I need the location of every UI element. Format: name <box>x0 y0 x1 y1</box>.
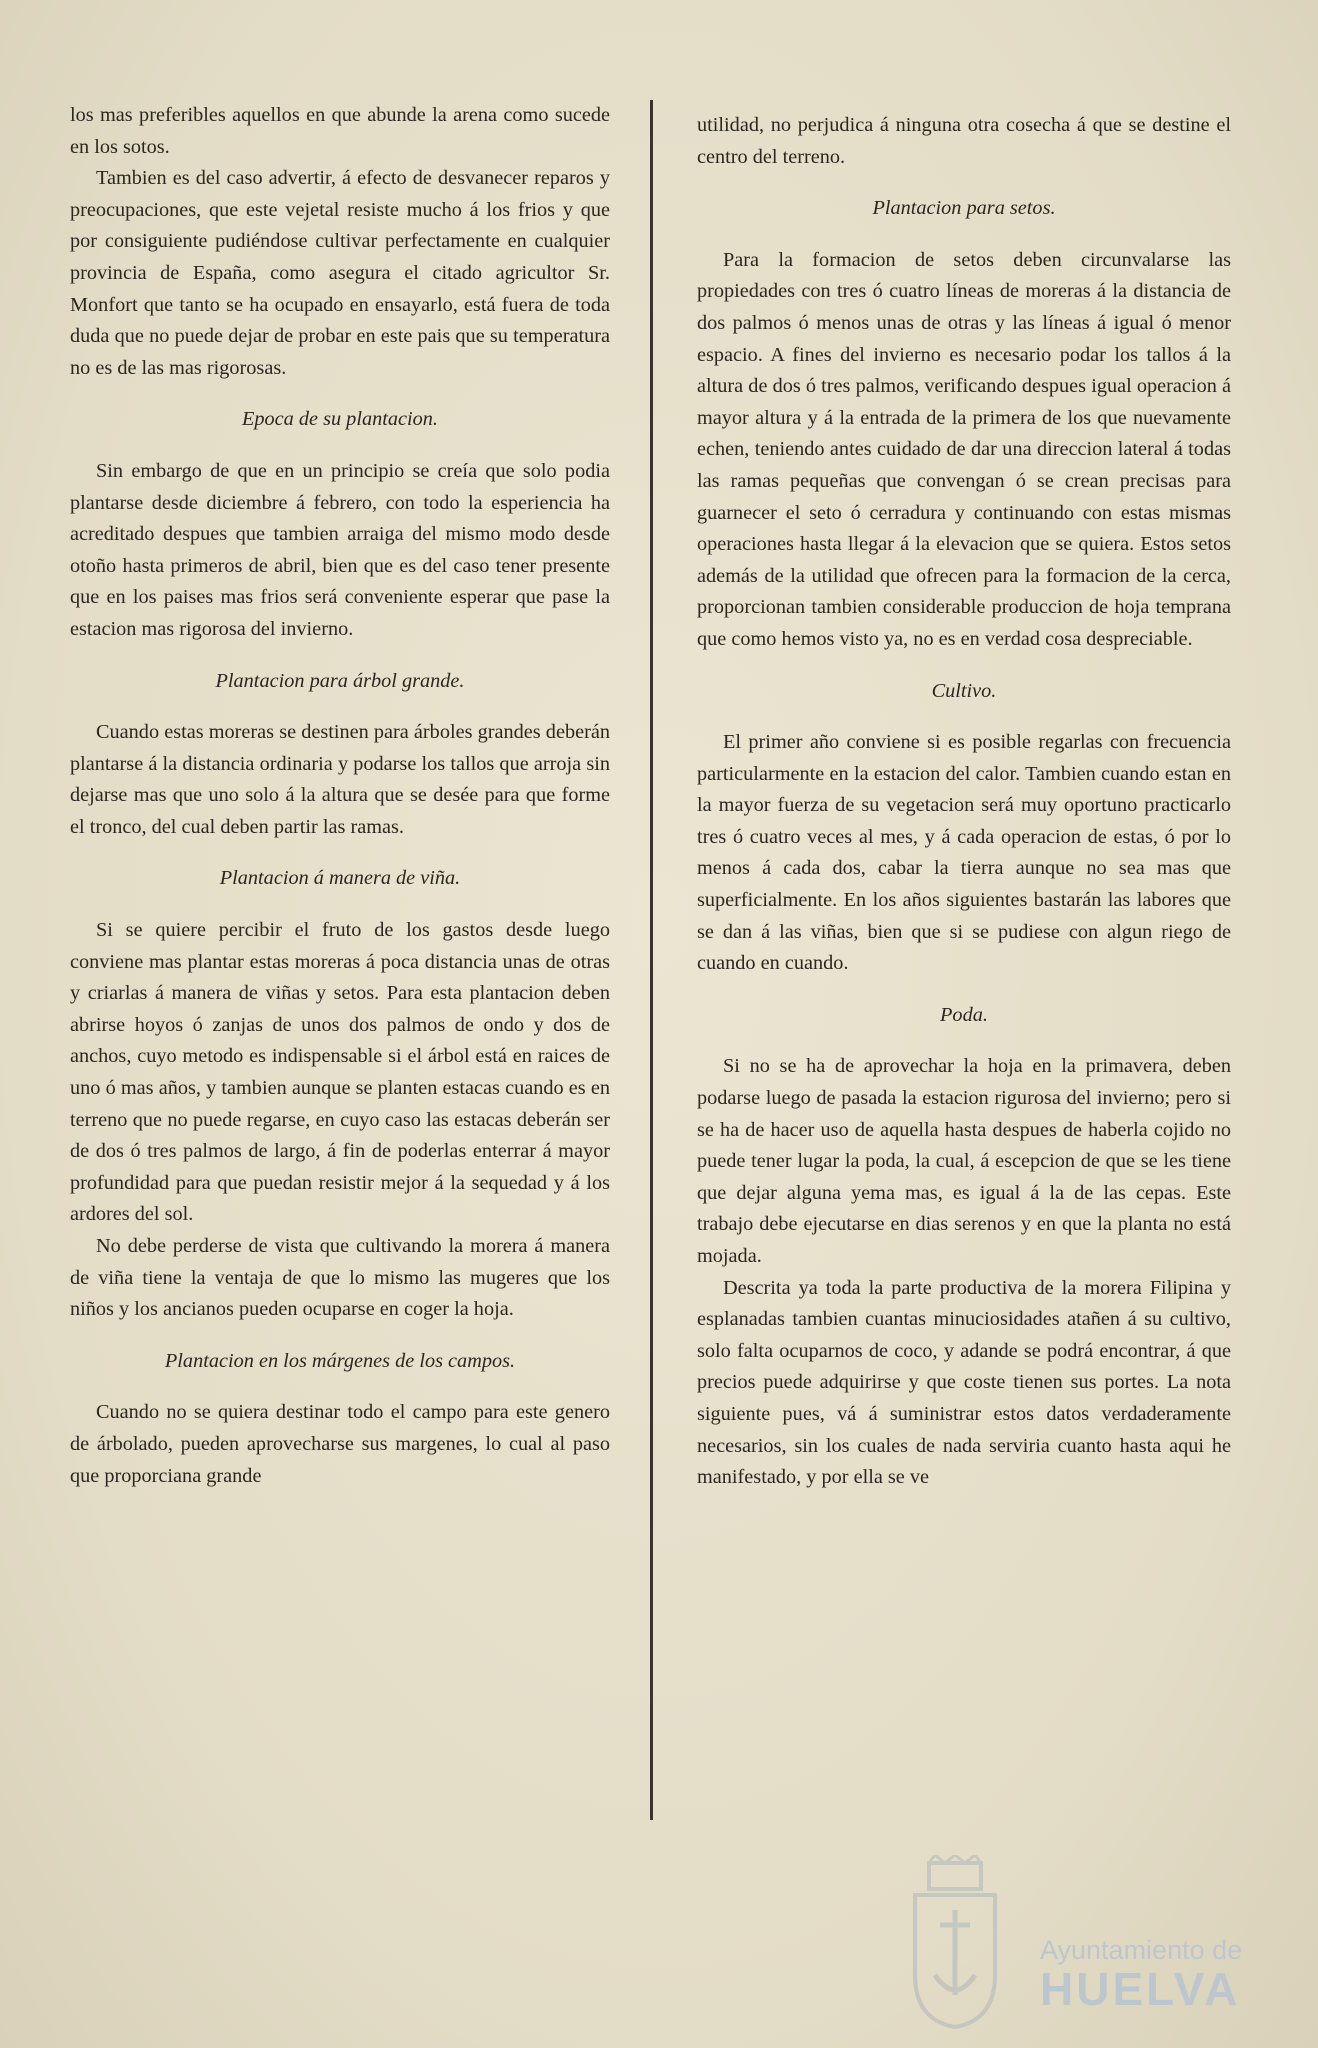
paragraph: Si se quiere percibir el fruto de los gastos desde luego conviene mas plantar estas moreras á poca distancia unas de otras y criarlas á manera de viñas y setos. Para esta plantacion deben abrirse hoyos ó zanjas de unos dos palmos de ondo y dos de anchos, cuyo metodo es indispensable si el árbol está en raices de uno ó mas años, y tambien aunque se planten estacas cuando es en terreno que no puede regarse, en cuyo caso las estacas deberán ser de dos ó tres palmos de largo, á fin de poderlas enterrar á mayor profundidad para que puedan resistir mejor á la sequedad y á los ardores del sol. <box>70 919 610 1226</box>
left-column <box>70 100 610 1492</box>
coat-of-arms-icon <box>905 1855 1005 2030</box>
column-divider <box>650 100 653 1820</box>
watermark-line2: HUELVA <box>1040 1963 1241 2015</box>
paragraph: Cuando no se quiera destinar todo el campo para este genero de árbolado, pueden aprovecharse sus margenes, lo cual al paso que proporciana grande <box>70 1401 610 1487</box>
section-heading-setos: Plantacion para setos. <box>872 197 1056 220</box>
section-heading-margenes: Plantacion en los márgenes de los campos. <box>164 1349 516 1372</box>
paragraph: Tambien es del caso advertir, á efecto de desvanecer reparos y preocupaciones, que este vejetal resiste mucho á los frios y que por consiguiente pudiéndose cultivar perfectamente en cualquier provincia de España, como asegura el citado agricultor Sr. Monfort que tanto se ha ocupado en ensayarlo, está fuera de toda duda que no puede dejar de probar en este pais que su temperatura no es de las mas rigorosas. <box>70 167 610 379</box>
paragraph: Si no se ha de aprovechar la hoja en la primavera, deben podarse luego de pasada la estacion rigurosa del invierno; pero si se ha de hacer uso de aquella hasta despues de haberla cojido no puede tener lugar la poda, la cual, á escepcion de que se les tiene que dejar alguna yema mas, es igual á la de las cepas. Este trabajo debe ejecutarse en dias serenos y en que la planta no está mojada. <box>697 1055 1231 1267</box>
section-heading-cultivo: Cultivo. <box>931 679 997 702</box>
paragraph: Sin embargo de que en un principio se creía que solo podia plantarse desde diciembre á febrero, con todo la esperiencia ha acreditado despues que tambien arraiga del mismo modo desde otoño hasta primeros de abril, bien que es del caso tener presente que en los paises mas frios será conveniente esperar que pase la estacion mas rigorosa del invierno. <box>70 459 610 640</box>
section-heading-vina: Plantacion á manera de viña. <box>219 867 461 890</box>
section-heading-epoca: Epoca de su plantacion. <box>241 408 439 431</box>
right-column <box>697 110 1231 1494</box>
paragraph: Cuando estas moreras se destinen para árboles grandes deberán plantarse á la distancia ordinaria y podarse los tallos que arroja sin dejarse mas que uno solo á la altura que se desée para que forme el tronco, del cual deben partir las ramas. <box>70 721 610 838</box>
paragraph: Descrita ya toda la parte productiva de la morera Filipina y esplanadas tambien cuantas minuciosidades atañen á su cultivo, solo falta ocuparnos de coco, y adande se podrá encontrar, á que precios puede adquirirse y que coste tienen sus portes. La nota siguiente pues, vá á suministrar estos datos verdaderamente necesarios, sin los cuales de nada serviria cuanto hasta aqui he manifestado, y por ella se ve <box>697 1276 1231 1489</box>
paragraph: El primer año conviene si es posible regarlas con frecuencia particularmente en la estacion del calor. Tambien cuando estan en la mayor fuerza de su vegetacion será muy oportuno practicarlo tres ó cuatro veces al mes, y á cada operacion de estas, ó por lo menos á cada dos, cabar la tierra aunque no sea mas que superficialmente. En los años siguientes bastarán las labores que se dan á las viñas, bien que si se pudiese con algun riego de cuando en cuando. <box>697 731 1231 975</box>
watermark-logo <box>1040 1935 1242 2013</box>
paragraph: Para la formacion de setos deben circunvalarse las propiedades con tres ó cuatro líneas de moreras á la distancia de dos palmos ó menos unas de otras y las líneas á igual ó menor espacio. A fines del invierno es necesario podar los tallos á la altura de dos ó tres palmos, verificando despues igual operacion á mayor altura y á la entrada de la primera de los que nuevamente echen, teniendo antes cuidado de dar una direccion lateral á todas las ramas pequeñas que convengan ó se crean precisas para guarnecer el seto ó cerradura y continuando con estas mismas operaciones hasta llegar á la elevacion que se quiera. Estos setos además de la utilidad que ofrecen para la formacion de la cerca, proporcionan tambien considerable produccion de hoja temprana que como hemos visto ya, no es en verdad cosa despreciable. <box>697 248 1231 650</box>
section-heading-arbol: Plantacion para árbol grande. <box>215 669 465 692</box>
paragraph: utilidad, no perjudica á ninguna otra cosecha á que se destine el centro del terreno. <box>697 114 1231 168</box>
section-heading-poda: Poda. <box>940 1003 988 1026</box>
watermark-line1: Ayuntamiento de <box>1040 1935 1243 1965</box>
paragraph: los mas preferibles aquellos en que abunde la arena como sucede en los sotos. <box>70 104 610 158</box>
paragraph: No debe perderse de vista que cultivando la morera á manera de viña tiene la ventaja de que lo mismo las mugeres que los niños y los ancianos pueden ocuparse en coger la hoja. <box>70 1235 610 1321</box>
